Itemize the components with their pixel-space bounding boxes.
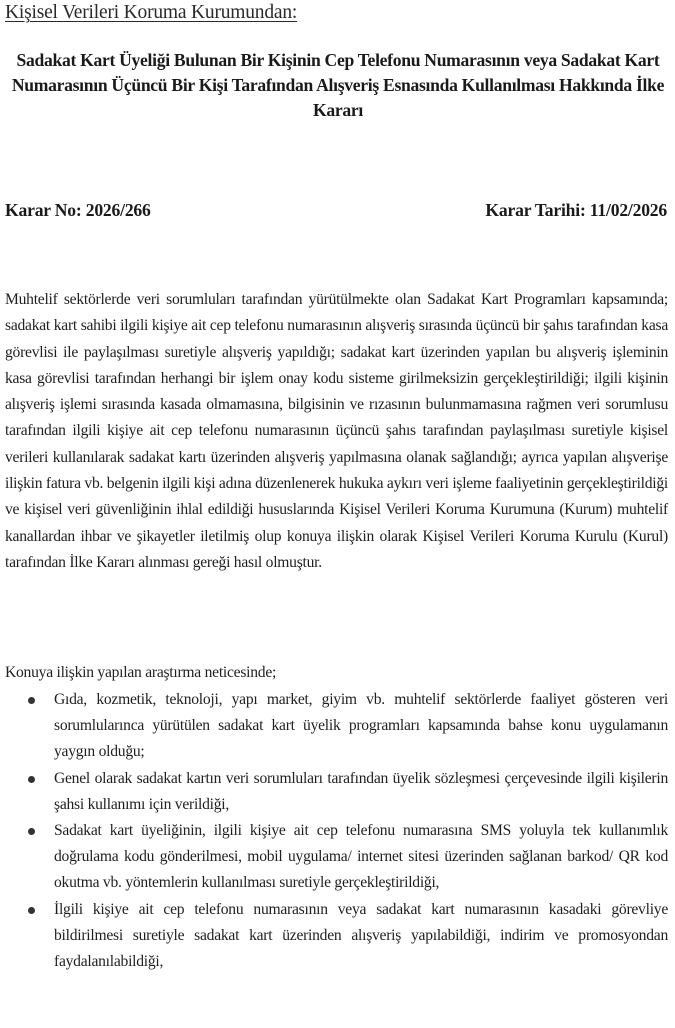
- decision-title: Sadakat Kart Üyeliği Bulunan Bir Kişinin Cep Telefonu Numarasının veya Sadakat Kart Numarasının Üçüncü Bir Kişi Tarafından Alışveriş Esnasında Kullanılması Hakkında İlke Kararı: [11, 50, 665, 120]
- list-item-text: Gıda, kozmetik, teknoloji, yapı market, giyim vb. muhtelif sektörlerde faaliyet gösteren veri sorumlularınca yürütülen sadakat kart üyelik programları kapsamında bahse konu uygulamanın yaygın olduğu;: [54, 691, 668, 761]
- source-heading: Kişisel Verileri Koruma Kurumundan:: [5, 2, 298, 23]
- bullet-icon: [28, 697, 35, 704]
- findings-intro: Konuya ilişkin yapılan araştırma neticesinde;: [5, 664, 277, 681]
- list-item-text: İlgili kişiye ait cep telefonu numarasının veya sadakat kart numarasının kasadaki görevliye bildirilmesi suretiyle sadakat kart üzerinden alışveriş yapılabildiği, indirim ve promosyondan faydalanılabildiği,: [54, 900, 668, 971]
- findings-list: [0, 687, 668, 975]
- bullet-icon: [28, 776, 35, 783]
- bullet-icon: [28, 907, 35, 914]
- decision-number: Karar No: 2026/266: [5, 200, 151, 220]
- list-item: [0, 897, 668, 976]
- bullet-icon: [28, 828, 35, 835]
- list-item: [0, 818, 668, 897]
- list-item-text: Genel olarak sadakat kartın veri sorumluları tarafından üyelik sözleşmesi çerçevesinde ilgili kişilerin şahsi kullanımı için verildiği,: [54, 769, 668, 813]
- decision-date: Karar Tarihi: 11/02/2026: [485, 200, 667, 220]
- body-paragraph: Muhtelif sektörlerde veri sorumluları tarafından yürütülmekte olan Sadakat Kart Programları kapsamında; sadakat kart sahibi ilgili kişiye ait cep telefonu numarasının alışveriş sırasında üçüncü bir şahıs tarafından kasa görevlisi ile paylaşılması suretiyle alışveriş yapıldığı; sadakat kart üzerinden yapılan bu alışveriş işleminin kasa görevlisi tarafından herhangi bir işlem onay kodu sisteme girilmeksizin gerçekleştirildiği; ilgili kişinin alışveriş işlemi sırasında kasada olmamasına, bilgisinin ve rızasının bulunmamasına rağmen veri sorumlusu tarafından ilgili kişiye ait cep telefonu numarasının üçüncü şahıs tarafından paylaşılması suretiyle kişisel verileri kullanılarak sadakat kartı üzerinden alışveriş yapılmasına olanak sağlandığı; ayrıca yapılan alışverişe ilişkin fatura vb. belgenin ilgili kişi adına düzenlenerek hukuka aykırı veri işleme faaliyetinin gerçekleştirildiği ve kişisel veri güvenliğinin ihlal edildiği hususlarında Kişisel Verileri Koruma Kurumuna (Kurum) muhtelif kanallardan ihbar ve şikayetler iletilmiş olup konuya ilişkin olarak Kişisel Verileri Koruma Kurulu (Kurul) tarafından İlke Kararı alınması gereği hasıl olmuştur.: [5, 291, 668, 571]
- list-item-text: Sadakat kart üyeliğinin, ilgili kişiye ait cep telefonu numarasına SMS yoluyla tek kullanımlık doğrulama kodu gönderilmesi, mobil uygulama/ internet sitesi üzerinden sağlanan barkod/ QR kod okutma vb. yöntemlerin kullanılması suretiyle gerçekleştirildiği,: [54, 822, 668, 892]
- list-item: [0, 766, 668, 818]
- list-item: [0, 687, 668, 766]
